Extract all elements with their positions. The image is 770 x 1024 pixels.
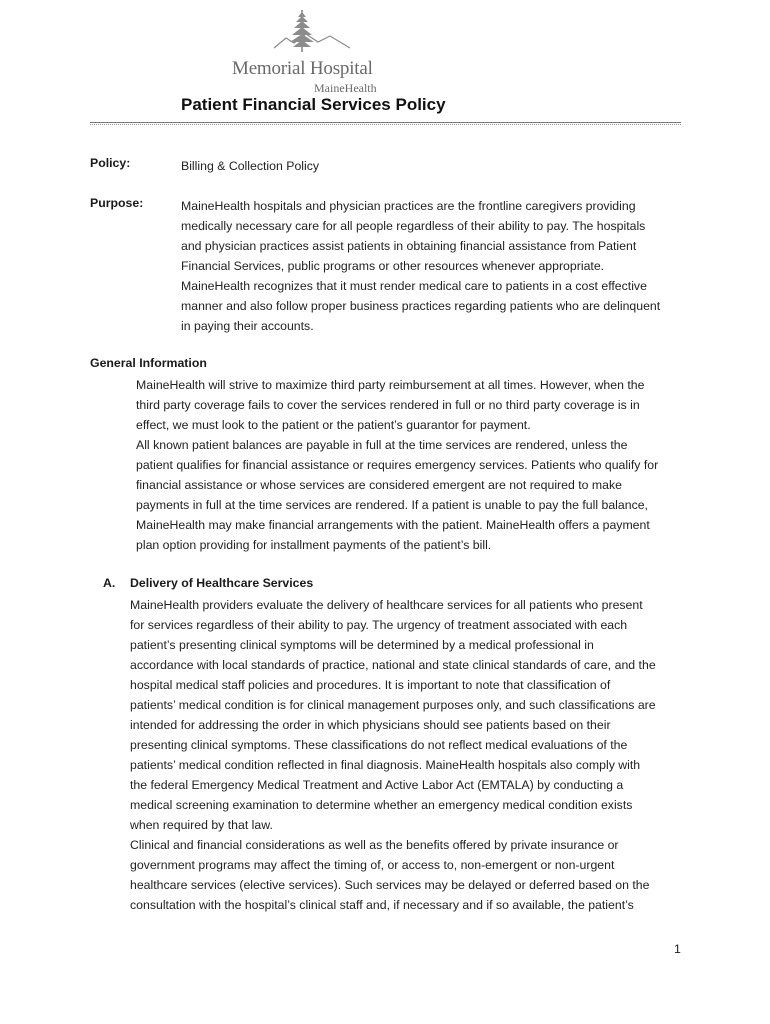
text-line: patient qualifies for financial assistance or requires emergency services. Patients who qualify for	[136, 458, 659, 472]
text-line: hospital medical staff policies and procedures. It is important to note that classification of	[130, 678, 611, 692]
text-line: presenting clinical symptoms. These classifications do not reflect medical evaluations of the	[130, 738, 628, 752]
text-line: MaineHealth will strive to maximize third party reimbursement at all times. However, when the	[136, 378, 645, 392]
page-title: Patient Financial Services Policy	[181, 95, 446, 114]
title-divider-dotted	[90, 124, 681, 125]
pine-tree-icon	[272, 8, 352, 58]
text-line: MaineHealth providers evaluate the delivery of healthcare services for all patients who present	[130, 598, 643, 612]
text-line: accordance with local standards of practice, national and state clinical standards of care, and the	[130, 658, 656, 672]
title-divider	[90, 122, 681, 123]
section-a-text	[130, 595, 682, 915]
section-a-heading: Delivery of Healthcare Services	[130, 576, 314, 590]
text-line: consultation with the hospital’s clinical staff and, if necessary and if so available, the patient’s	[130, 898, 634, 912]
text-line: government programs may affect the timing of, or access to, non-emergent or non-urgent	[130, 858, 615, 872]
text-line: MaineHealth hospitals and physician practices are the frontline caregivers providing	[181, 199, 636, 213]
text-line: effect, we must look to the patient or the patient’s guarantor for payment.	[136, 418, 531, 432]
text-line: payments in full at the time services are rendered. If a patient is unable to pay the full balance,	[136, 498, 648, 512]
text-line: financial assistance or whose services are considered emergent are not required to make	[136, 478, 622, 492]
text-line: Financial Services, public programs or other resources whenever appropriate.	[181, 259, 605, 273]
text-line: in paying their accounts.	[181, 319, 314, 333]
text-line: for services regardless of their ability to pay. The urgency of treatment associated with each	[130, 618, 628, 632]
text-line: manner and also follow proper business practices regarding patients who are delinquent	[181, 299, 661, 313]
text-line: when required by that law.	[130, 818, 273, 832]
text-line: MaineHealth recognizes that it must render medical care to patients in a cost effective	[181, 279, 647, 293]
purpose-label: Purpose:	[90, 196, 144, 210]
page-number: 1	[674, 942, 681, 956]
text-line: intended for addressing the order in which physicians should see patients based on their	[130, 718, 611, 732]
text-line: the federal Emergency Medical Treatment and Active Labor Act (EMTALA) by conducting a	[130, 778, 624, 792]
text-line: and physician practices assist patients in obtaining financial assistance from Patient	[181, 239, 637, 253]
purpose-text	[181, 196, 681, 336]
text-line: patients’ medical condition is for clinical management purposes only, and such classifications are	[130, 698, 656, 712]
text-line: third party coverage fails to cover the services rendered in full or no third party coverage is in	[136, 398, 640, 412]
text-line: patient’s presenting clinical symptoms will be determined by a medical professional in	[130, 638, 594, 652]
section-a-letter: A.	[103, 576, 116, 590]
org-name: Memorial Hospital	[232, 58, 373, 79]
org-subname: MaineHealth	[314, 81, 377, 95]
hospital-logo	[228, 8, 388, 95]
text-line: Clinical and financial considerations as well as the benefits offered by private insurance or	[130, 838, 619, 852]
general-information-heading: General Information	[90, 356, 207, 370]
text-line: patients’ medical condition reflected in final diagnosis. MaineHealth hospitals also comply with	[130, 758, 641, 772]
text-line: healthcare services (elective services). Such services may be delayed or deferred based on the	[130, 878, 650, 892]
text-line: medical screening examination to determine whether an emergency medical condition exists	[130, 798, 633, 812]
general-information-text	[136, 375, 681, 555]
text-line: medically necessary care for all people regardless of their ability to pay. The hospitals	[181, 219, 646, 233]
policy-value: Billing & Collection Policy	[181, 159, 320, 173]
text-line: plan option providing for installment payments of the patient’s bill.	[136, 538, 492, 552]
text-line: All known patient balances are payable in full at the time services are rendered, unless the	[136, 438, 628, 452]
text-line: MaineHealth may make financial arrangements with the patient. MaineHealth offers a payment	[136, 518, 650, 532]
policy-label: Policy:	[90, 156, 131, 170]
